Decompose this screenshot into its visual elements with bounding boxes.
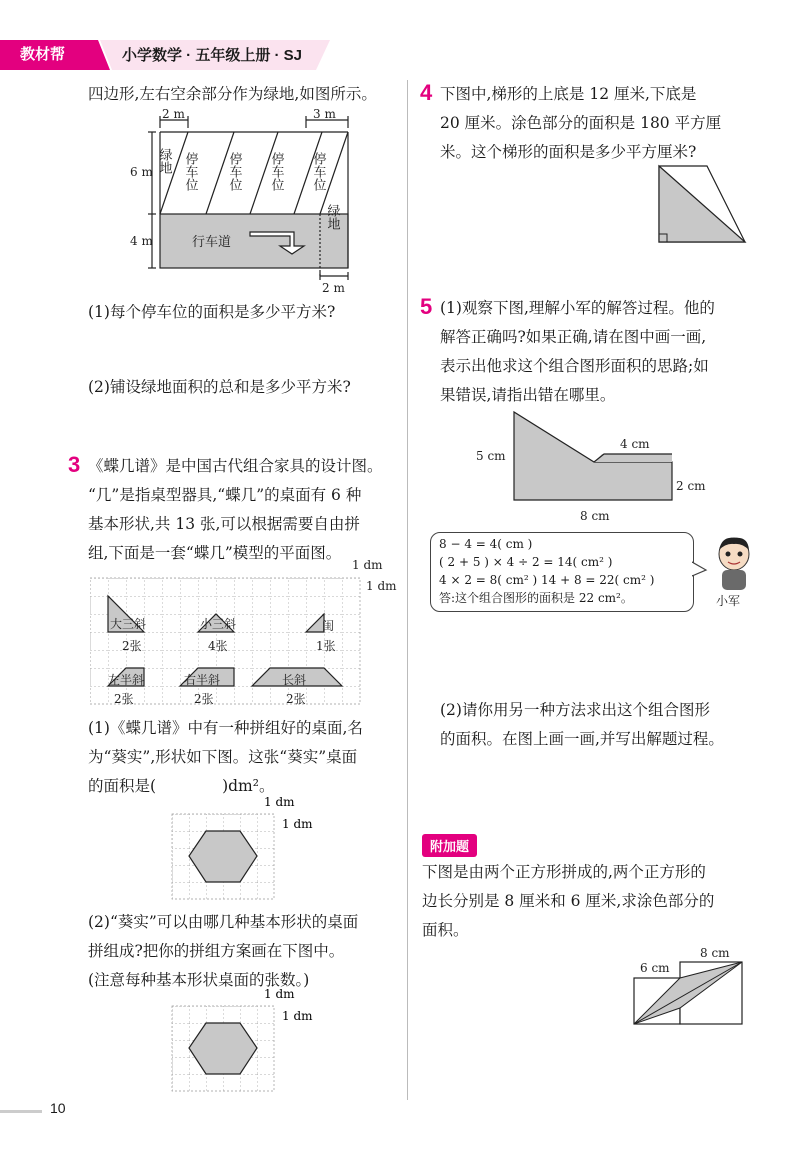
hex2-unit-side: 1 dm bbox=[282, 1009, 313, 1023]
extra-line-1: 下图是由两个正方形拼成的,两个正方形的 bbox=[422, 863, 706, 881]
shape-label-zuo-ban-xie: 左半斜 bbox=[108, 673, 145, 687]
hex2-unit-top: 1 dm bbox=[264, 987, 295, 1001]
composite-figure bbox=[470, 408, 720, 526]
q3-text bbox=[88, 452, 383, 568]
shape-count-da-san-xie: 2张 bbox=[122, 639, 142, 653]
green-right: 绿地 bbox=[324, 204, 340, 230]
bubble-line-1: 8 − 4 = 4( cm ) bbox=[439, 537, 533, 551]
q5-line-3: 表示出他求这个组合图形面积的思路;如 bbox=[440, 357, 709, 375]
q3-1-unit: )dm²。 bbox=[222, 777, 275, 795]
fig5-label-2cm: 2 cm bbox=[676, 479, 706, 493]
header-badge: 教材帮 bbox=[20, 46, 66, 63]
bubble-line-4: 答:这个组合图形的面积是 22 cm²。 bbox=[439, 591, 633, 605]
q3-number: 3 bbox=[68, 452, 81, 477]
shape-label-xiao-san-xie: 小三斜 bbox=[200, 617, 237, 631]
sq-label-8cm: 8 cm bbox=[700, 946, 730, 960]
q3-1-text bbox=[88, 714, 363, 801]
q3-line-2: “几”是指桌型器具,“蝶几”的桌面有 6 种 bbox=[88, 486, 362, 504]
hexagon-figure-2 bbox=[168, 986, 328, 1096]
q5-2-text bbox=[440, 696, 724, 754]
bubble-line-2: ( 2 + 5 ) × 4 ÷ 2 = 14( cm² ) bbox=[439, 555, 613, 569]
fig5-label-4cm: 4 cm bbox=[620, 437, 650, 451]
extra-question-tag: 附加题 bbox=[422, 834, 477, 857]
sq-label-6cm: 6 cm bbox=[640, 961, 670, 975]
shape-count-xiao-san-xie: 4张 bbox=[208, 639, 228, 653]
character-name: 小军 bbox=[716, 594, 741, 608]
q5-number: 5 bbox=[420, 294, 433, 319]
green-left: 绿地 bbox=[156, 148, 172, 174]
hexagon-figure-1 bbox=[168, 794, 328, 904]
q4-line-1: 下图中,梯形的上底是 12 厘米,下底是 bbox=[440, 85, 697, 103]
dim-6m: 6 m bbox=[130, 165, 153, 179]
parking-figure bbox=[130, 108, 360, 298]
grid-unit-side: 1 dm bbox=[366, 579, 397, 593]
shape-label-da-san-xie: 大三斜 bbox=[110, 617, 147, 631]
dim-4m: 4 m bbox=[130, 234, 153, 248]
lane-label: 行车道 bbox=[192, 235, 232, 250]
page-number: 10 bbox=[50, 1100, 66, 1116]
shape-label-gui: 闺 bbox=[322, 619, 335, 633]
grid-unit-top: 1 dm bbox=[352, 560, 383, 572]
spot-3: 停车位 bbox=[268, 152, 284, 191]
shape-label-chang-xie: 长斜 bbox=[282, 673, 307, 687]
spot-4: 停车位 bbox=[310, 152, 326, 191]
spot-1: 停车位 bbox=[182, 152, 198, 191]
spot-2: 停车位 bbox=[226, 152, 242, 191]
q4-line-3: 米。这个梯形的面积是多少平方厘米? bbox=[440, 143, 697, 161]
q5-line-2: 解答正确吗?如果正确,请在图中画一画, bbox=[440, 328, 707, 346]
shape-count-chang-xie: 2张 bbox=[286, 692, 306, 706]
q3-line-3: 基本形状,共 13 张,可以根据需要自由拼 bbox=[88, 515, 360, 533]
q5-line-1: (1)观察下图,理解小军的解答过程。他的 bbox=[440, 299, 715, 317]
extra-text bbox=[422, 858, 714, 945]
dim-3m: 3 m bbox=[313, 108, 336, 121]
extra-line-3: 面积。 bbox=[422, 921, 469, 939]
shape-label-you-ban-xie: 右半斜 bbox=[184, 673, 221, 687]
intro-text: 四边形,左右空余部分作为绿地,如图所示。 bbox=[88, 85, 377, 103]
header-title: 小学数学 · 五年级上册 · SJ bbox=[122, 47, 303, 64]
q4-number: 4 bbox=[420, 80, 433, 105]
shape-count-you-ban-xie: 2张 bbox=[194, 692, 214, 706]
solution-bubble bbox=[430, 532, 694, 612]
q3-1-line-2: 为“葵实”,形状如下图。这张“葵实”桌面 bbox=[88, 748, 358, 766]
q5-line-4: 果错误,请指出错在哪里。 bbox=[440, 386, 616, 404]
q3-1-line-3: 的面积是( bbox=[88, 777, 157, 795]
trapezoid-figure bbox=[655, 162, 755, 248]
q3-line-4: 组,下面是一套“蝶几”模型的平面图。 bbox=[88, 544, 342, 562]
q3-1-line-1: (1)《蝶几谱》中有一种拼组好的桌面,名 bbox=[88, 719, 363, 737]
hex1-unit-top: 1 dm bbox=[264, 795, 295, 809]
header-bar bbox=[0, 38, 330, 72]
xiaojun-avatar bbox=[712, 534, 756, 592]
q3-line-1: 《蝶几谱》是中国古代组合家具的设计图。 bbox=[88, 457, 383, 475]
q5-2-line-2: 的面积。在图上画一画,并写出解题过程。 bbox=[440, 730, 724, 748]
hex1-unit-side: 1 dm bbox=[282, 817, 313, 831]
q5-2-line-1: (2)请你用另一种方法求出这个组合图形 bbox=[440, 701, 710, 719]
shape-count-gui: 1张 bbox=[316, 639, 336, 653]
q2-part2: (2)铺设绿地面积的总和是多少平方米? bbox=[88, 378, 351, 396]
two-squares-figure bbox=[630, 946, 750, 1030]
q5-text bbox=[440, 294, 715, 410]
q2-part1: (1)每个停车位的面积是多少平方米? bbox=[88, 303, 336, 321]
q4-line-2: 20 厘米。涂色部分的面积是 180 平方厘 bbox=[440, 114, 722, 132]
q3-2-text bbox=[88, 908, 358, 995]
fig5-label-5cm: 5 cm bbox=[476, 449, 506, 463]
dim-2m-top: 2 m bbox=[162, 108, 185, 121]
page-number-bar bbox=[0, 1110, 42, 1113]
shape-count-zuo-ban-xie: 2张 bbox=[114, 692, 134, 706]
fig5-label-8cm: 8 cm bbox=[580, 509, 610, 523]
q3-2-line-1: (2)“葵实”可以由哪几种基本形状的桌面 bbox=[88, 913, 359, 931]
extra-line-2: 边长分别是 8 厘米和 6 厘米,求涂色部分的 bbox=[422, 892, 715, 910]
q3-2-line-2: 拼组成?把你的拼组方案画在下图中。 bbox=[88, 942, 345, 960]
dim-2m-bottom: 2 m bbox=[322, 281, 345, 295]
q4-text bbox=[440, 80, 721, 167]
bubble-tail bbox=[692, 560, 708, 580]
shapes-grid-figure bbox=[90, 560, 410, 710]
bubble-line-3: 4 × 2 = 8( cm² ) 14 + 8 = 22( cm² ) bbox=[439, 573, 655, 587]
q3-2-line-3: (注意每种基本形状桌面的张数。) bbox=[88, 971, 310, 989]
